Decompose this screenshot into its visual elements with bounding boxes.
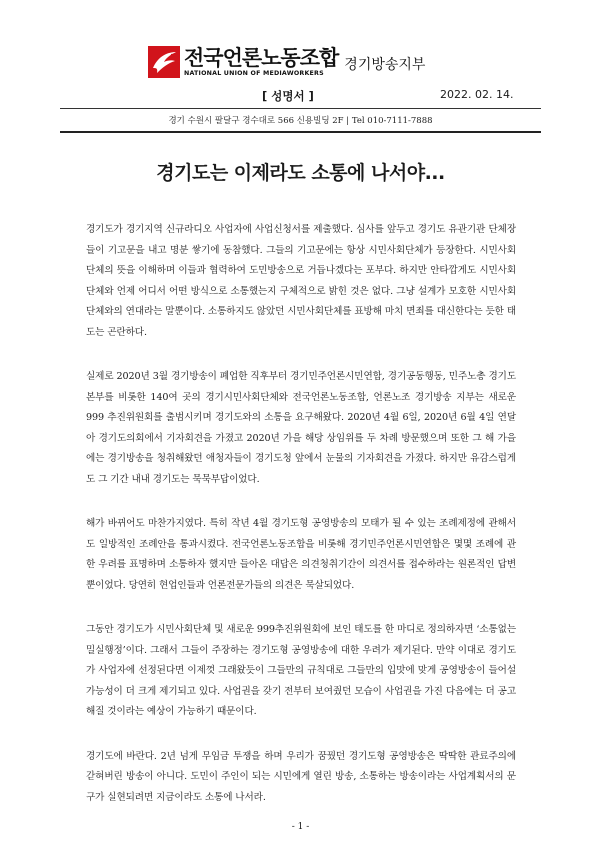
body-paragraph: 그동안 경기도가 시민사회단체 및 새로운 999추진위원회에 보인 태도를 한 마디로 정의하자면 ‘소통없는 밀실행정’이다. 그래서 그들이 주장하는 경기도형 공영방송에 대한 우려가 제기된다. 만약 이대로 경기도가 사업자에 선정된다면 이제껏 그래왔듯이 그들만의 규칙대로 그들만의 입맛에 맞게 공영방송이 들어설 가능성이 더 크게 제기되고 있다. 사업권을 갖기 전부터 보여줬던 모습이 사업권을 가진 다음에는 더 공고해질 것이라는 예상이 가능하기 때문이다. — [86, 624, 516, 717]
document-date: 2022. 02. 14. — [440, 88, 514, 101]
statement-info-row — [0, 88, 601, 108]
body-paragraph: 실제로 2020년 3월 경기방송이 폐업한 직후부터 경기민주언론시민연합, 경기공동행동, 민주노총 경기도본부를 비롯한 140여 곳의 경기시민사회단체와 전국언론노동조합, 언론노조 경기방송 지부는 새로운 999 추진위원회를 출범시키며 경기도와의 소통을 요구해왔다. 2020년 4월 6일, 2020년 6월 4일 연달아 경기도의회에서 기자회견을 가졌고 2020년 가을 해당 상임위를 두 차례 방문했으며 또한 그 해 가을에는 경기방송을 청취해왔던 애청자들이 경기도청 앞에서 눈물의 기자회견을 가졌다. 하지만 유감스럽게도 그 기간 내내 경기도는 묵묵부답이었다. — [86, 371, 516, 485]
logo-wordmark — [184, 47, 338, 77]
statement-body — [86, 220, 516, 832]
union-bird-emblem-icon — [148, 46, 180, 78]
union-name-english: NATIONAL UNION OF MEDIAWORKERS — [184, 70, 324, 77]
contact-address: 경기 수원시 팔달구 경수대로 566 신용빌딩 2F | Tel 010-7111-7888 — [168, 116, 433, 126]
body-paragraph: 해가 바뀌어도 마찬가지였다. 특히 작년 4월 경기도형 공영방송의 모태가 될 수 있는 조례제정에 관해서도 일방적인 조례안을 통과시켰다. 전국언론노동조합을 비롯해 경기민주언론시민연합은 몇몇 조례에 관한 우려를 표명하며 소통하자 했지만 들아온 대답은 의견청취기간이 의견서를 접수하라는 원론적인 답변뿐이었다. 당연히 현업인들과 언론전문가들의 의견은 묵살되었다. — [86, 518, 516, 591]
union-name: 전국언론노동조합 — [184, 46, 339, 70]
body-paragraph: 경기도가 경기지역 신규라디오 사업자에 사업신청서를 제출했다. 심사를 앞두고 경기도 유관기관 단체장들이 기고문을 내고 명분 쌓기에 동참했다. 그들의 기고문에는 항상 시민사회단체가 등장한다. 시민사회단체의 뜻을 이해하며 이들과 협력하여 도민방송으로 거듭나겠다는 포부다. 하지만 안타깝게도 시민사회단체와 언제 어디서 어떤 방식으로 소통했는지 구체적으로 밝힌 것은 없다. 그냥 설계가 모호한 시민사회단체와의 연대라는 말뿐이다. 소통하지도 않았던 시민사회단체를 표방해 마치 면죄를 대신한다는 듯한 태도는 곤란하다. — [86, 224, 516, 338]
top-divider — [60, 108, 541, 109]
page-number: - 1 - — [291, 822, 310, 832]
branch-name: 경기방송지부 — [344, 57, 426, 73]
letterhead — [148, 42, 425, 82]
statement-title: 경기도는 이제라도 소통에 나서야... — [156, 162, 445, 184]
document-type: [ 성명서 ] — [262, 89, 314, 103]
body-paragraph: 경기도에 바란다. 2년 넘게 무임금 투쟁을 하며 우리가 꿈꿨던 경기도형 공영방송은 딱딱한 관료주의에 갇혀버린 방송이 아니다. 도민이 주인이 되는 시민에게 열린 방송, 소통하는 방송이라는 사업계획서의 문구가 실현되려면 지금이라도 소통에 나서라. — [86, 750, 516, 803]
bottom-divider — [60, 131, 541, 133]
